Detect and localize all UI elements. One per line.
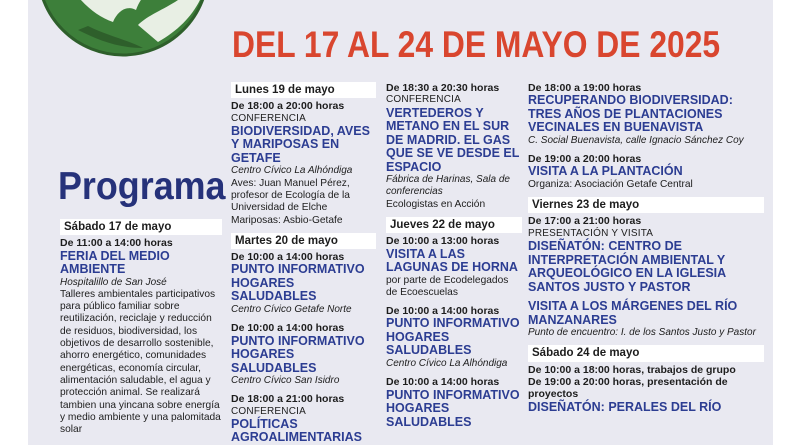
column-3	[386, 82, 522, 445]
event-organizer: Ecologistas en Acción	[386, 198, 486, 210]
event-organizer: Organiza: Asociación Getafe Central	[528, 178, 693, 190]
day-header: Viernes 23 de mayo	[528, 197, 764, 213]
event-title: DISEÑATÓN: CENTRO DE INTERPRETACIÓN AMBIENTAL Y ARQUEOLÓGICO EN LA IGLESIA SANTOS JUSTO Y PASTOR	[528, 239, 726, 294]
event	[528, 215, 764, 294]
event-description: Aves: Juan Manuel Pérez, profesor de Ecología de la Universidad de Elche Mariposas: Asbio-Getafe	[231, 177, 350, 226]
event-title: PUNTO INFORMATIVO HOGARES SALUDABLES	[386, 316, 520, 358]
day-header: Martes 20 de mayo	[231, 233, 376, 249]
event-type: CONFERENCIA	[386, 94, 461, 106]
event-time: De 19:00 a 20:00 horas, presentación de proyectos	[528, 375, 728, 401]
event-place: Hospitalillo de San José	[60, 276, 167, 288]
event-description: Talleres ambientales participativos para público familiar sobre reutilización, reciclaje y reducción de residuos, biodiversidad, los objetivos de desarrollo sostenible, ahorro energético, comunidades energéticas, economía circular, alimentación saludable, el agua y protección animal. Se realizará tambien una yincana sobre energía y medio ambiente y una palomitada solar	[60, 288, 221, 436]
day-header: Sábado 17 de mayo	[60, 219, 222, 235]
event	[231, 100, 376, 227]
event-title: BIODIVERSIDAD, AVES Y MARIPOSAS EN GETAFE	[231, 123, 370, 165]
event-title: PUNTO INFORMATIVO HOGARES SALUDABLES	[231, 333, 365, 375]
event-time: De 17:00 a 21:00 horas	[528, 215, 642, 228]
event-time: De 10:00 a 14:00 horas	[231, 322, 345, 335]
event-time: De 10:00 a 18:00 horas, trabajos de grupo	[528, 363, 736, 376]
event-time: De 10:00 a 13:00 horas	[386, 235, 500, 248]
event-title: VISITA A LOS MÁRGENES DEL RÍO MANZANARES	[528, 299, 738, 327]
day-header: Jueves 22 de mayo	[386, 217, 522, 233]
day-header: Sábado 24 de mayo	[528, 345, 764, 361]
event-description: por parte de Ecodelegados de Ecoescuelas	[386, 274, 509, 298]
event	[231, 251, 376, 316]
event-place: Fábrica de Harinas, Sala de conferencias	[386, 174, 510, 198]
event	[528, 364, 764, 414]
event-time: De 10:00 a 14:00 horas	[386, 305, 500, 318]
programa-title: Programa	[58, 165, 226, 208]
event-title: RECUPERANDO BIODIVERSIDAD: TRES AÑOS DE PLANTACIONES VECINALES EN BUENAVISTA	[528, 93, 733, 135]
event	[386, 82, 522, 211]
event-place: Punto de encuentro: I. de los Santos Justo y Pastor	[528, 327, 756, 339]
event	[528, 82, 764, 147]
globe-icon	[18, 0, 228, 60]
event-title: VISITA A LA PLANTACIÓN	[528, 164, 683, 179]
event-title: VERTEDEROS Y METANO EN EL SUR DE MADRID. EL GAS QUE SE VE DESDE EL ESPACIO	[386, 105, 520, 174]
event-time: De 18:00 a 20:00 horas	[231, 100, 345, 113]
event-time: De 19:00 a 20:00 horas	[528, 153, 642, 166]
event-time: De 18:00 a 19:00 horas	[528, 82, 642, 94]
event-title: VISITA A LAS LAGUNAS DE HORNA	[386, 246, 518, 275]
column-4	[528, 82, 764, 445]
event-type: PRESENTACIÓN Y VISITA	[528, 227, 654, 239]
event-title: POLÍTICAS AGROALIMENTARIAS	[231, 416, 363, 445]
event	[231, 393, 376, 445]
event-time: De 10:00 a 14:00 horas	[386, 376, 500, 389]
event-time: De 10:00 a 14:00 horas	[231, 251, 345, 264]
event	[231, 322, 376, 387]
event	[386, 376, 522, 429]
event	[528, 153, 764, 191]
event-title: FERIA DEL MEDIO AMBIENTE	[60, 248, 170, 277]
event-type: CONFERENCIA	[231, 405, 306, 417]
column-1	[60, 219, 222, 445]
event-title: PUNTO INFORMATIVO HOGARES SALUDABLES	[386, 387, 520, 429]
event	[386, 305, 522, 370]
event-place: Centro Cívico San Isidro	[231, 375, 340, 387]
event-type: CONFERENCIA	[231, 112, 306, 124]
event-place: Centro Cívico La Alhóndiga	[386, 357, 508, 369]
event-time: De 18:30 a 20:30 horas	[386, 82, 500, 94]
event-place: C. Social Buenavista, calle Ignacio Sánchez Coy	[528, 134, 744, 146]
event	[386, 235, 522, 299]
event-place: Centro Cívico Getafe Norte	[231, 303, 352, 315]
event-time: De 18:00 a 21:00 horas	[231, 393, 345, 406]
event-place: Centro Cívico La Alhóndiga	[231, 165, 353, 177]
day-header: Lunes 19 de mayo	[231, 82, 376, 98]
event-title: DISEÑATÓN: PERALES DEL RÍO	[528, 399, 722, 414]
date-heading: DEL 17 AL 24 DE MAYO DE 2025	[232, 24, 721, 65]
event-time: De 11:00 a 14:00 horas	[60, 237, 173, 250]
column-2	[231, 82, 376, 445]
event	[528, 300, 764, 339]
event-title: PUNTO INFORMATIVO HOGARES SALUDABLES	[231, 262, 365, 304]
